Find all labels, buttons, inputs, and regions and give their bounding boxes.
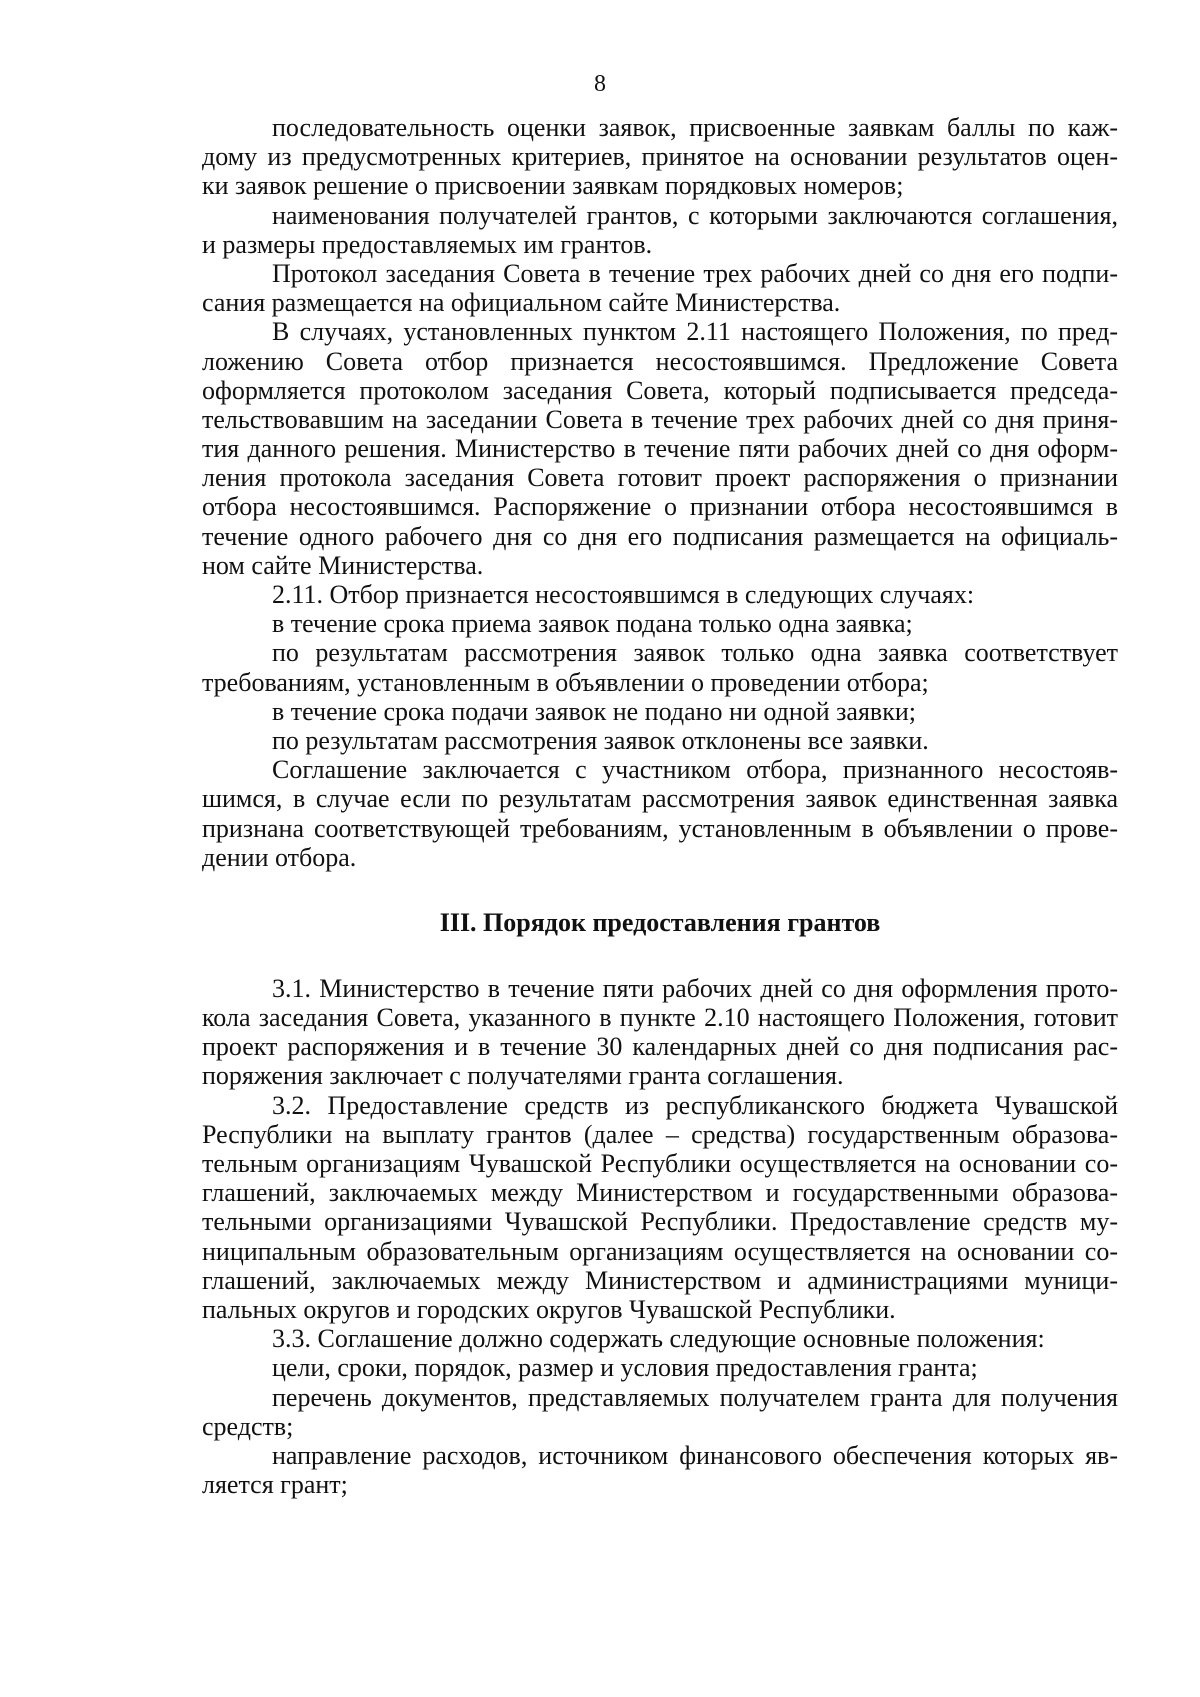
paragraph-line: течение одного рабочего дня со дня его подписания размещается на официаль- [202, 521, 1118, 551]
page-number: 8 [594, 71, 606, 97]
paragraph-line: дому из предусмотренных критериев, принятое на основании результатов оцен- [202, 142, 1118, 172]
paragraph-line: направление расходов, источником финансового обеспечения которых яв- [272, 1440, 1118, 1470]
paragraph-line: дении отбора. [202, 842, 357, 872]
paragraph-line: ки заявок решение о присвоении заявкам порядковых номеров; [202, 171, 904, 201]
paragraph-line: признана соответствующей требованиям, установленным в объявлении о прове- [202, 813, 1118, 843]
section-iii-body [202, 974, 1118, 1499]
paragraph [202, 697, 1118, 726]
paragraph-line: последовательность оценки заявок, присвоенные заявкам баллы по каж- [272, 113, 1118, 142]
paragraph-line: ном сайте Министерства. [202, 550, 484, 580]
paragraph-line: по результатам рассмотрения заявок отклонены все заявки. [272, 725, 929, 755]
paragraph-line: 3.1. Министерство в течение пяти рабочих дней со дня оформления прото- [272, 973, 1118, 1003]
paragraph-line: перечень документов, представляемых получателем гранта для получения [272, 1382, 1118, 1412]
paragraph [202, 201, 1118, 259]
paragraph-line: Соглашение заключается с участником отбора, признанного несостояв- [272, 755, 1118, 785]
paragraph-line: ниципальным образовательным организациям осуществляется на основании со- [202, 1236, 1118, 1266]
paragraph-line: кола заседания Совета, указанного в пункте 2.10 настоящего Положения, готовит [202, 1003, 1118, 1033]
paragraph-line: тельствовавшим на заседании Совета в течение трех рабочих дней со дня приня- [202, 404, 1118, 434]
paragraph [202, 259, 1118, 317]
paragraph-line: 3.3. Соглашение должно содержать следующие основные положения: [272, 1324, 1045, 1354]
paragraph [202, 1441, 1118, 1499]
paragraph [202, 638, 1118, 696]
paragraph [202, 1091, 1118, 1325]
paragraph-line: Республики на выплату грантов (далее – средства) государственным образова- [202, 1119, 1118, 1149]
paragraph-line: ложению Совета отбор признается несостоявшимся. Предложение Совета [202, 346, 1118, 376]
paragraph-line: сания размещается на официальном сайте Министерства. [202, 288, 841, 318]
paragraph-line: в течение срока приема заявок подана только одна заявка; [272, 609, 913, 639]
paragraph [202, 609, 1118, 638]
paragraph [202, 1383, 1118, 1441]
paragraph-line: цели, сроки, порядок, размер и условия предоставления гранта; [272, 1353, 978, 1383]
paragraph-line: 2.11. Отбор признается несостоявшимся в следующих случаях: [272, 580, 975, 609]
paragraph-line: оформляется протоколом заседания Совета, который подписывается председа- [202, 375, 1118, 405]
paragraph [202, 113, 1118, 201]
paragraph-line: ления протокола заседания Совета готовит проект распоряжения о признании [202, 463, 1118, 493]
paragraph-line: глашений, заключаемых между Министерством и государственными образова- [202, 1178, 1118, 1208]
paragraph-line: тельными организациями Чувашской Республики. Предоставление средств му- [202, 1207, 1118, 1237]
paragraph-line: Протокол заседания Совета в течение трех рабочих дней со дня его подпи- [272, 258, 1118, 288]
paragraph-line: и размеры предоставляемых им грантов. [202, 229, 653, 259]
paragraph-line: средств; [202, 1411, 294, 1441]
paragraph-line: наименования получателей грантов, с которыми заключаются соглашения, [272, 200, 1118, 230]
paragraph-line: тия данного решения. Министерство в течение пяти рабочих дней со дня оформ- [202, 434, 1118, 464]
paragraph-line: шимся, в случае если по результатам рассмотрения заявок единственная заявка [202, 784, 1118, 814]
paragraph-line: В случаях, установленных пунктом 2.11 настоящего Положения, по пред- [272, 317, 1118, 347]
section-ii-tail [202, 113, 1118, 872]
paragraph-line: пальных округов и городских округов Чувашской Республики. [202, 1294, 896, 1324]
paragraph-line: в течение срока подачи заявок не подано ни одной заявки; [272, 696, 916, 726]
paragraph [202, 580, 1118, 609]
page-content [202, 113, 1118, 1499]
paragraph-line: проект распоряжения и в течение 30 календарных дней со дня подписания рас- [202, 1032, 1118, 1062]
paragraph-line: ляется грант; [202, 1470, 348, 1500]
paragraph-line: отбора несостоявшимся. Распоряжение о признании отбора несостоявшимся в [202, 492, 1118, 522]
paragraph-line: требованиям, установленным в объявлении о проведении отбора; [202, 667, 929, 697]
paragraph-line: 3.2. Предоставление средств из республиканского бюджета Чувашской [272, 1090, 1118, 1120]
section-heading: III. Порядок предоставления грантов [439, 907, 881, 937]
paragraph [202, 974, 1118, 1091]
paragraph [202, 317, 1118, 580]
paragraph [202, 1324, 1118, 1353]
paragraph-line: тельным организациям Чувашской Республики осуществляется на основании со- [202, 1149, 1118, 1178]
paragraph-line: поряжения заключает с получателями гранта соглашения. [202, 1061, 844, 1091]
paragraph [202, 726, 1118, 755]
paragraph [202, 1353, 1118, 1382]
paragraph-line: глашений, заключаемых между Министерством и администрациями муници- [202, 1265, 1118, 1295]
paragraph [202, 755, 1118, 872]
paragraph-line: по результатам рассмотрения заявок только одна заявка соответствует [272, 638, 1118, 668]
